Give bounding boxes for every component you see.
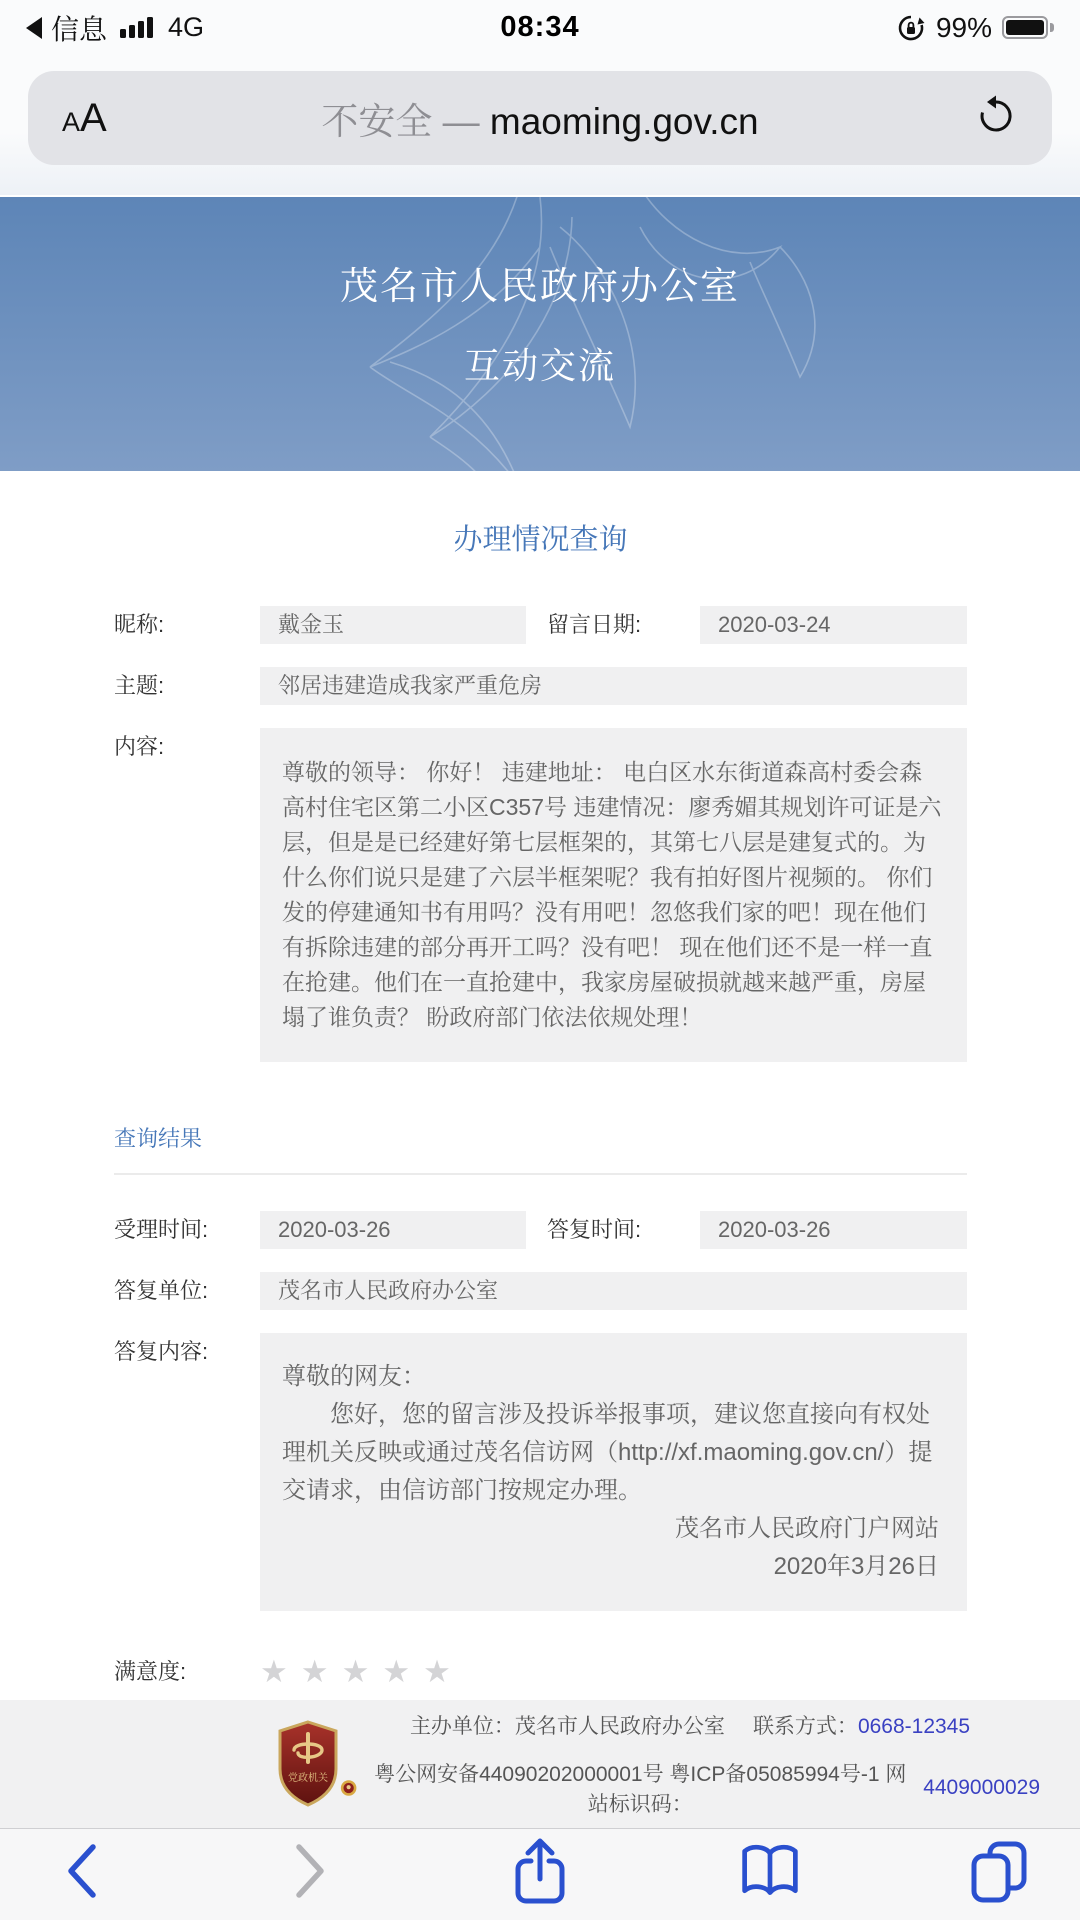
page-title: 办理情况查询 [453, 524, 628, 556]
query-result-section-title: 查询结果 [114, 1126, 203, 1151]
accept-reply-time-row [114, 1211, 967, 1249]
reply-time-label: 答复时间: [547, 1217, 642, 1242]
status-bar [0, 0, 1080, 55]
nickname-field: 戴金玉 [260, 606, 526, 644]
forward-button [280, 1840, 342, 1902]
contact-label: 联系方式： [752, 1715, 858, 1738]
reply-signature: 茂名市人民政府门户网站 [675, 1515, 939, 1542]
subject-label: 主题: [114, 673, 165, 698]
reload-button[interactable] [974, 94, 1018, 143]
reply-unit-row [114, 1272, 967, 1310]
government-badge-icon [276, 1720, 340, 1808]
tabs-button[interactable] [968, 1840, 1030, 1902]
security-status: 不安全 [321, 101, 433, 142]
footer-beian-line [340, 1758, 1040, 1818]
badge-label: 党政机关 [288, 1773, 328, 1784]
reply-greeting: 尊敬的网友： [282, 1363, 426, 1390]
address-bar[interactable] [28, 71, 1052, 165]
reply-content-row [114, 1333, 967, 1611]
url-separator: — [432, 101, 490, 142]
site-code-link[interactable]: 4409000029 [923, 1776, 1040, 1799]
satisfaction-label: 满意度: [114, 1659, 187, 1684]
section-divider [114, 1173, 967, 1175]
reply-unit-field: 茂名市人民政府办公室 [260, 1272, 967, 1310]
message-date-field: 2020-03-24 [700, 606, 967, 644]
bookmarks-button[interactable] [739, 1840, 801, 1902]
beian-text: 粤公网安备44090202000001号 粤ICP备05085994号-1 网站标识码： [374, 1763, 907, 1816]
host-unit-label: 主办单位：茂名市人民政府办公室 [409, 1715, 725, 1738]
banner-title: 茂名市人民政府办公室 [339, 266, 740, 308]
footer-host-line [340, 1710, 1040, 1740]
content-row [114, 728, 967, 1062]
reader-text-size-button[interactable]: AA [62, 95, 107, 140]
site-banner [0, 195, 1080, 471]
safari-toolbar [0, 1828, 1080, 1920]
reply-content-field [260, 1333, 967, 1611]
reply-content-label: 答复内容: [114, 1339, 209, 1364]
message-date-label: 留言日期: [547, 612, 642, 637]
nickname-label: 昵称: [114, 612, 165, 637]
reply-unit-label: 答复单位: [114, 1278, 209, 1303]
battery-percent-label: 99% [935, 11, 992, 43]
battery-nub [1050, 23, 1054, 32]
content-label: 内容: [114, 734, 165, 759]
banner-subtitle: 互动交流 [463, 345, 616, 386]
browser-chrome [0, 55, 1080, 195]
rotation-lock-icon [896, 13, 926, 43]
contact-phone-link[interactable]: 0668-12345 [857, 1715, 971, 1738]
clock: 08:34 [500, 11, 580, 43]
accept-time-label: 受理时间: [114, 1217, 209, 1242]
back-button[interactable] [50, 1840, 112, 1902]
network-type-label: 4G [168, 12, 205, 42]
site-footer [0, 1700, 1080, 1828]
url-domain: maoming.gov.cn [489, 101, 759, 142]
reply-sign-date: 2020年3月26日 [773, 1553, 939, 1580]
accept-time-field: 2020-03-26 [260, 1211, 526, 1249]
content-field: 尊敬的领导： 你好！ 违建地址： 电白区水东街道森高村委会森高村住宅区第二小区C357号 违建情况：廖秀媚其规划许可证是六层，但是是已经建好第七层框架的，其第七八层是建复式的。为什么你们说只是建了六层半框架呢？我有拍好图片视频的。 你们发的停建通知书有用吗？没有用吧！忽悠我们家的吧！现在他们有拆除违建的部分再开工吗？没有吧！ 现在他们还不是一样一直在抢建。他们在一直抢建中，我家房屋破损就越来越严重，房屋塌了谁负责？ 盼政府部门依法依规处理！ [260, 728, 967, 1062]
police-badge-icon [340, 1778, 357, 1798]
subject-field: 邻居违建造成我家严重危房 [260, 667, 967, 705]
reply-body: 您好，您的留言涉及投诉举报事项，建议您直接向有权处理机关反映或通过茂名信访网（http://xf.maoming.gov.cn/）提交请求，由信访部门按规定办理。 [282, 1401, 933, 1504]
share-button[interactable] [509, 1840, 571, 1902]
main-content [0, 517, 1080, 1691]
nickname-date-row [114, 606, 967, 644]
url-text[interactable] [28, 91, 1052, 145]
satisfaction-row [114, 1653, 967, 1691]
subject-row [114, 667, 967, 705]
back-to-app-label[interactable]: 信息 [51, 13, 108, 45]
battery-icon [1002, 16, 1048, 39]
reply-time-field: 2020-03-26 [700, 1211, 967, 1249]
satisfaction-stars[interactable]: ★★★★★ [260, 1654, 464, 1689]
